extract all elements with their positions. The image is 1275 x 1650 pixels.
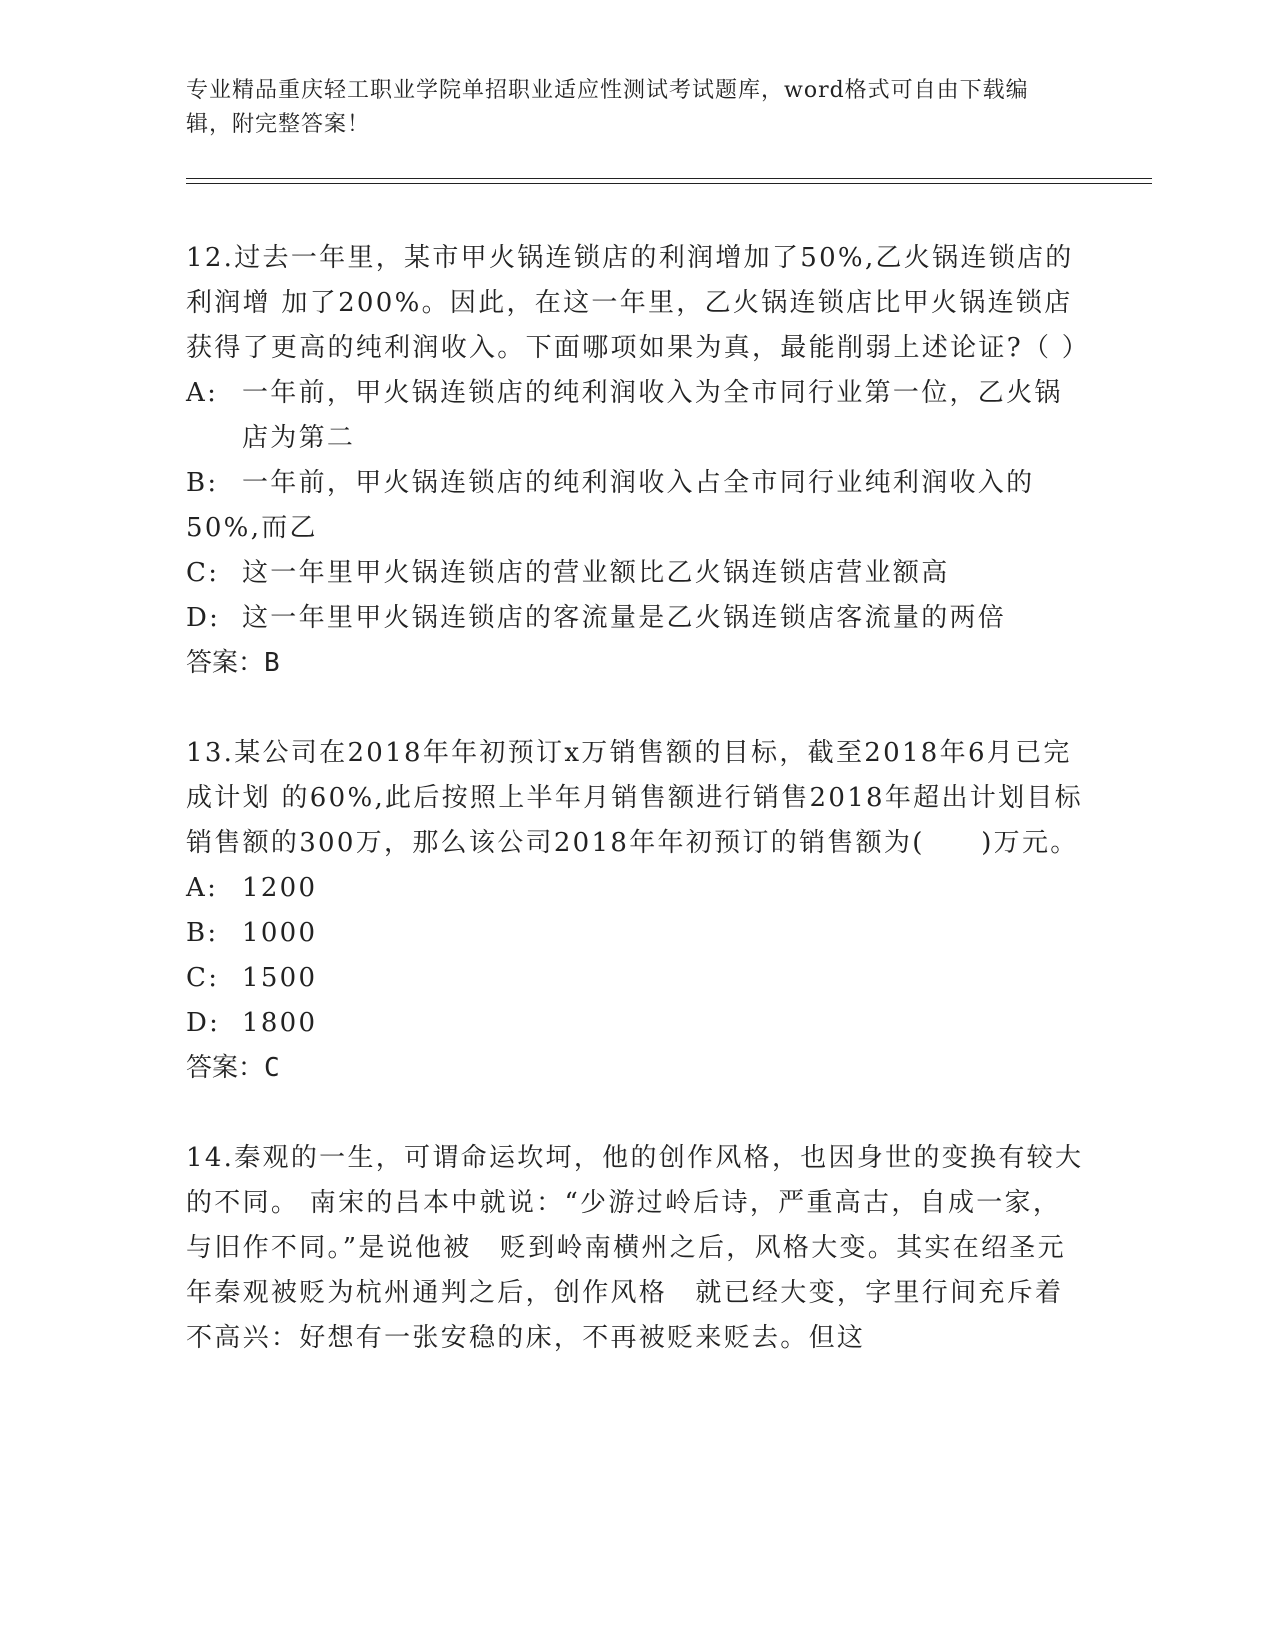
option-b xyxy=(186,461,1086,551)
answer-value: C xyxy=(264,1053,280,1083)
option-key: D: xyxy=(186,1008,221,1038)
option-text: 1800 xyxy=(242,1008,318,1038)
option-c xyxy=(186,551,1086,596)
option-d xyxy=(186,1001,1086,1046)
option-key: A: xyxy=(186,873,219,903)
option-key: C: xyxy=(186,963,220,993)
question-stem: 12.过去一年里，某市甲火锅连锁店的利润增加了50%,乙火锅连锁店的利润增 加了200%。因此，在这一年里，乙火锅连锁店比甲火锅连锁店获得了更高的纯利润收入。下面哪项如果为真，最能削弱上述论证?（ ） xyxy=(186,243,1091,363)
option-text: 1000 xyxy=(242,918,318,948)
option-a xyxy=(186,866,1086,911)
option-text: 1500 xyxy=(242,963,318,993)
option-key: B: xyxy=(186,468,219,498)
answer-value: B xyxy=(264,648,280,678)
option-c xyxy=(186,956,1086,1001)
answer-line xyxy=(186,641,1086,686)
question-12 xyxy=(186,236,1091,686)
option-key: D: xyxy=(186,603,221,633)
option-text: 一年前，甲火锅连锁店的纯利润收入占全市同行业纯利润收入的50%,而乙 xyxy=(186,468,1035,543)
header-divider-top xyxy=(186,178,1152,179)
header-divider-bottom xyxy=(186,183,1152,184)
option-key: B: xyxy=(186,918,219,948)
option-key: C: xyxy=(186,558,220,588)
answer-label: 答案： xyxy=(186,1053,265,1083)
page-header-text: 专业精品重庆轻工职业学院单招职业适应性测试考试题库，word格式可自由下载编辑，附完整答案！ xyxy=(186,78,1029,137)
option-a xyxy=(186,371,1086,461)
option-key: A: xyxy=(186,378,219,408)
option-text: 1200 xyxy=(242,873,318,903)
option-d xyxy=(186,596,1086,641)
answer-label: 答案： xyxy=(186,648,265,678)
option-text: 一年前，甲火锅连锁店的纯利润收入为全市同行业第一位，乙火锅店为第二 xyxy=(242,378,1063,453)
option-text: 这一年里甲火锅连锁店的客流量是乙火锅连锁店客流量的两倍 xyxy=(242,603,1007,633)
question-stem: 13.某公司在2018年年初预订x万销售额的目标，截至2018年6月已完成计划 的60%,此后按照上半年月销售额进行销售2018年超出计划目标销售额的300万，那么该公司2018年年初预订的销售额为( )万元。 xyxy=(186,738,1083,858)
question-14 xyxy=(186,1136,1086,1361)
option-b xyxy=(186,911,1086,956)
question-13 xyxy=(186,731,1086,1091)
answer-line xyxy=(186,1046,1086,1091)
option-text: 这一年里甲火锅连锁店的营业额比乙火锅连锁店营业额高 xyxy=(242,558,950,588)
question-list xyxy=(186,236,1091,1406)
question-stem: 14.秦观的一生，可谓命运坎坷，他的创作风格，也因身世的变换有较大的不同。 南宋的吕本中就说：“少游过岭后诗，严重高古，自成一家，与旧作不同。”是说他被 贬到岭南横州之后，风格大变。其实在绍圣元年秦观被贬为杭州通判之后，创作风格 就已经大变，字里行间充斥着不高兴：好想有一张安稳的床，不再被贬来贬去。但这 xyxy=(186,1143,1084,1353)
